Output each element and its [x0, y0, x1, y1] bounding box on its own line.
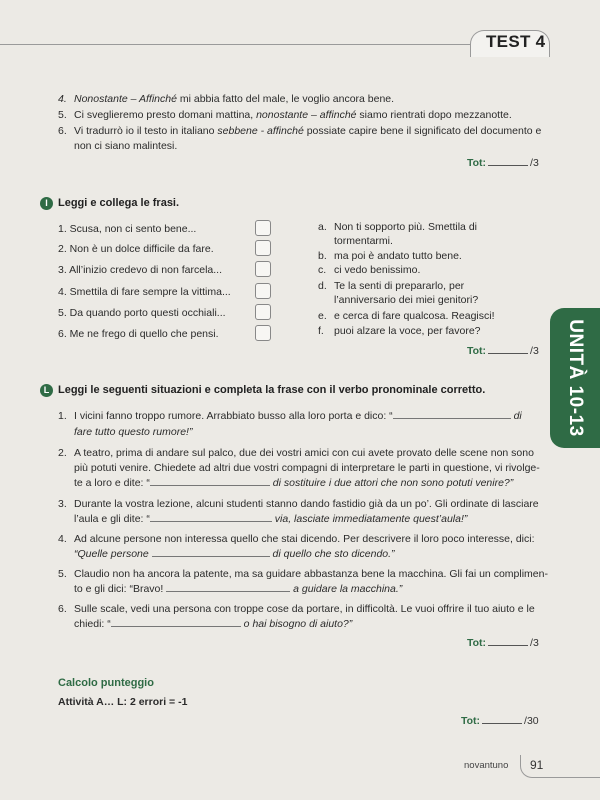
answer-box-1[interactable] — [255, 220, 271, 236]
tot-score-l: Tot: /3 — [467, 637, 539, 649]
top-item-6: 6. Vi tradurrò io il testo in italiano sebbene - affinché possiate capire bene il significato del documento e — [58, 125, 542, 137]
match-right-d: d. Te la senti di prepararlo, per — [318, 280, 465, 292]
l-item-2-line3: te a loro e dite: “ di sostituire i due attori che non sono potuti venire?” — [74, 477, 514, 489]
match-right-d-line2: l’anniversario dei miei genitori? — [334, 294, 479, 306]
match-right-b: b. ma poi è andato tutto bene. — [318, 250, 462, 262]
match-left-2: 2. Non è un dolce difficile da fare. — [58, 243, 214, 255]
l-item-1: 1. I vicini fanno troppo rumore. Arrabbiato busso alla loro porta e dico: “ di — [58, 410, 522, 422]
match-left-1: 1. Scusa, non ci sento bene... — [58, 223, 197, 235]
l-item-3-line2: l’aula e gli dite: “ via, lasciate immediatamente quest’aula!” — [74, 513, 468, 525]
l-item-4: 4. Ad alcune persone non interessa quello che stai dicendo. Per descrivere il loro poco interesse, dici: — [58, 533, 535, 545]
answer-box-2[interactable] — [255, 240, 271, 256]
blank-field[interactable] — [393, 409, 511, 419]
section-i-badge: I — [40, 197, 53, 210]
l-item-1-line2: fare tutto questo rumore!” — [74, 426, 193, 438]
header-rule — [0, 44, 548, 45]
answer-box-5[interactable] — [255, 304, 271, 320]
page-word: novantuno — [464, 760, 509, 771]
l-item-4-line2: “Quelle persone di quello che sto dicendo.” — [74, 548, 395, 560]
answer-box-6[interactable] — [255, 325, 271, 341]
section-l-badge: L — [40, 384, 53, 397]
blank-field[interactable] — [111, 617, 241, 627]
scoring-title: Calcolo punteggio — [58, 677, 154, 689]
l-item-2-line2: più potuti venire. Chiedete ad altri due vostri compagni di interpretare le parti in questione, vi rivolge- — [74, 462, 540, 474]
l-item-6-line2: chiedi: “ o hai bisogno di aiuto?” — [74, 618, 353, 630]
top-item-6-line2: non ci siano malintesi. — [74, 140, 178, 152]
match-right-a: a. Non ti sopporto più. Smettila di — [318, 221, 477, 233]
answer-box-4[interactable] — [255, 283, 271, 299]
tot-score-i: Tot: /3 — [467, 345, 539, 357]
match-left-4: 4. Smettila di fare sempre la vittima... — [58, 286, 231, 298]
top-item-4: 4. Nonostante – Affinché mi abbia fatto del male, le voglio ancora bene. — [58, 93, 395, 105]
page-number: 91 — [530, 758, 544, 772]
l-item-5: 5. Claudio non ha ancora la patente, ma sa guidare abbastanza bene la macchina. Gli fai un complimen- — [58, 568, 548, 580]
match-left-3: 3. All’inizio credevo di non farcela... — [58, 264, 223, 276]
match-left-6: 6. Me ne frego di quello che pensi. — [58, 328, 219, 340]
blank-field[interactable] — [150, 476, 270, 486]
tot-score-top: Tot: /3 — [467, 157, 539, 169]
section-l-title: Leggi le seguenti situazioni e completa la frase con il verbo pronominale corretto. — [58, 384, 486, 396]
l-item-3: 3. Durante la vostra lezione, alcuni studenti stanno dando fastidio già da un po’. Gli ordinate di lasciare — [58, 498, 539, 510]
section-i-title: Leggi e collega le frasi. — [58, 197, 180, 209]
match-right-c: c. ci vedo benissimo. — [318, 264, 421, 276]
top-item-5: 5. Ci sveglieremo presto domani mattina, nonostante – affinché siamo rientrati dopo mezzanotte. — [58, 109, 512, 121]
match-right-e: e. e cerca di fare qualcosa. Reagisci! — [318, 310, 495, 322]
blank-field[interactable] — [150, 512, 272, 522]
page-title: TEST 4 — [486, 32, 546, 51]
match-left-5: 5. Da quando porto questi occhiali... — [58, 307, 226, 319]
scoring-rule: Attività A… L: 2 errori = -1 — [58, 696, 188, 708]
unit-side-label: UNITÀ 10-13 — [565, 319, 586, 437]
tot-score-total: Tot: /30 — [461, 715, 539, 727]
l-item-2: 2. A teatro, prima di andare sul palco, due dei vostri amici con cui avete provato delle scene non sono — [58, 447, 534, 459]
blank-field[interactable] — [166, 582, 290, 592]
l-item-5-line2: to e gli dici: “Bravo! a guidare la macchina.” — [74, 583, 403, 595]
match-right-f: f. puoi alzare la voce, per favore? — [318, 325, 481, 337]
l-item-6: 6. Sulle scale, vedi una persona con troppe cose da portare, in difficoltà. Le vuoi offrire il tuo aiuto e le — [58, 603, 535, 615]
answer-box-3[interactable] — [255, 261, 271, 277]
match-right-a-line2: tormentarmi. — [334, 235, 393, 247]
blank-field[interactable] — [152, 547, 270, 557]
